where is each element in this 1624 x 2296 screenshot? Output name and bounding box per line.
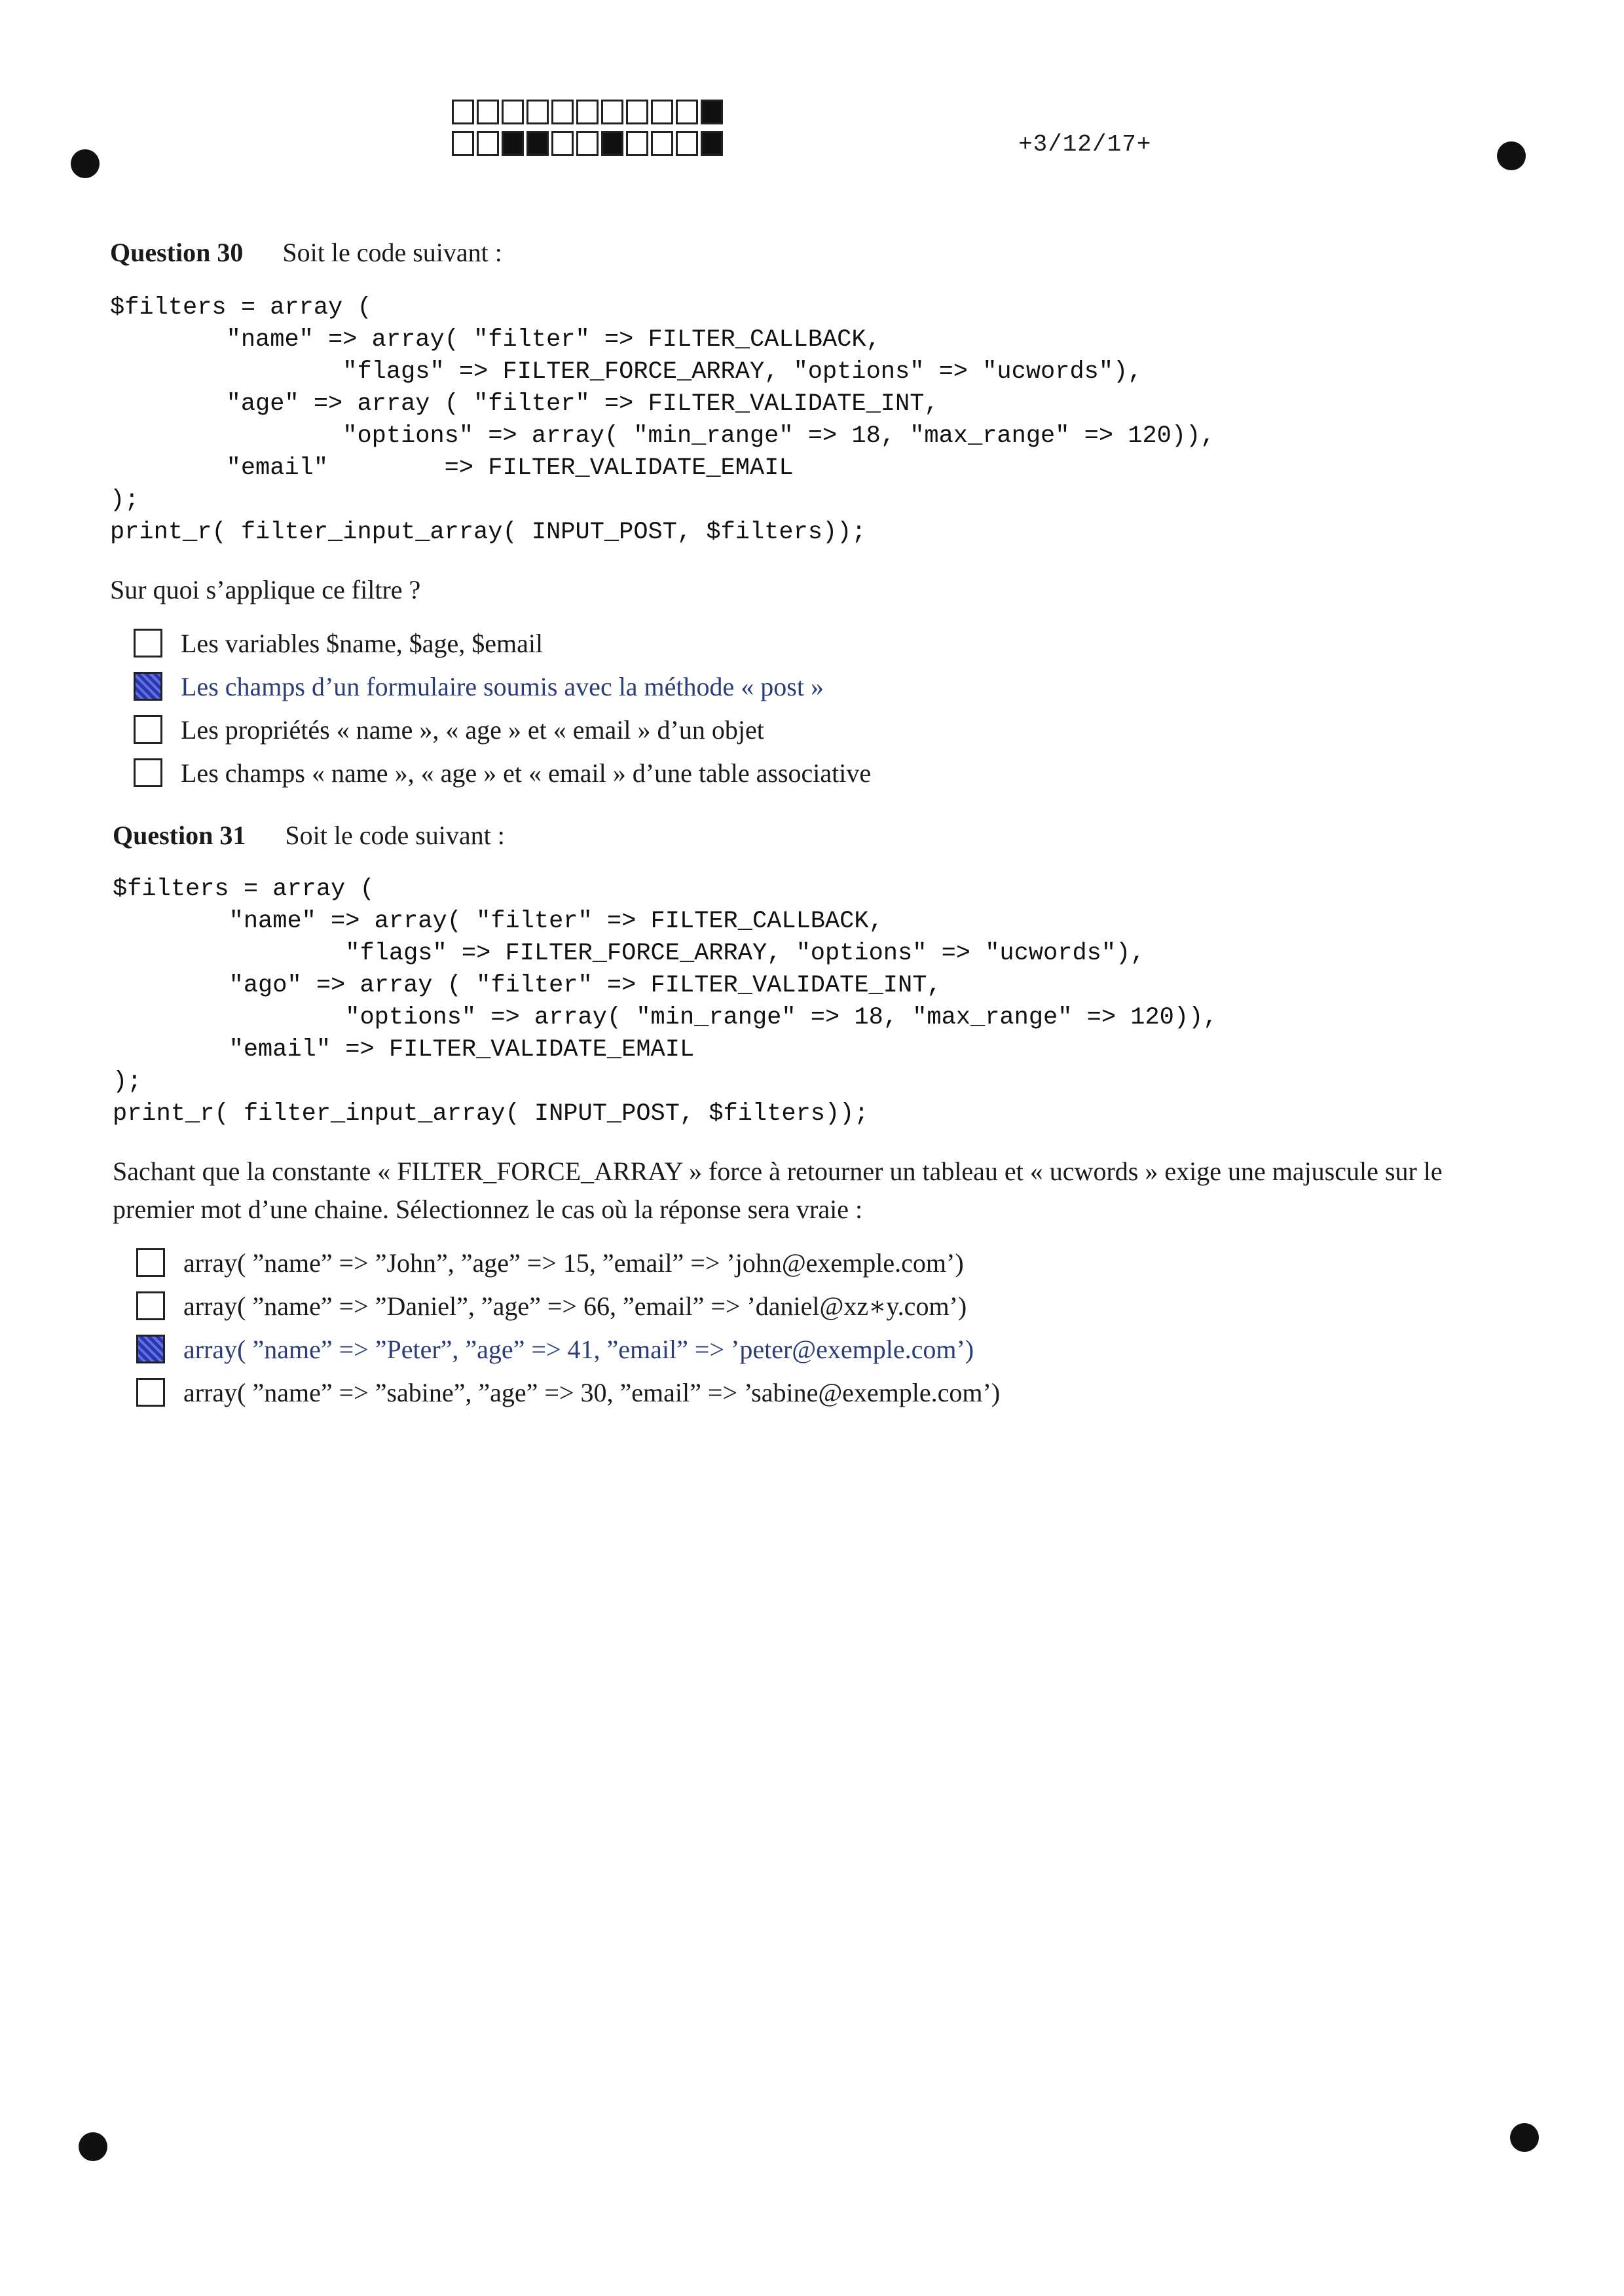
- barcode-cell: [626, 100, 648, 124]
- barcode-cell: [551, 131, 574, 156]
- barcode-cell: [477, 100, 499, 124]
- question-intro: Soit le code suivant :: [282, 238, 502, 267]
- choice-label: array( ”name” => ”sabine”, ”age” => 30, ”email” => ’sabine@exemple.com’): [183, 1377, 1001, 1407]
- barcode-cell: [601, 131, 623, 156]
- barcode-cell: [626, 131, 648, 156]
- barcode-cell: [526, 100, 549, 124]
- barcode-cell: [477, 131, 499, 156]
- choice-label: Les variables $name, $age, $email: [181, 628, 544, 658]
- checkbox[interactable]: [134, 629, 162, 657]
- registration-mark-top-right: [1497, 141, 1526, 170]
- checkbox[interactable]: [136, 1291, 165, 1320]
- barcode-cell: [676, 131, 698, 156]
- question-prompt: Sur quoi s’applique ce filtre ?: [110, 575, 421, 604]
- question-30-header: [110, 237, 502, 268]
- choice-label: Les champs « name », « age » et « email » d’une table associative: [181, 758, 872, 788]
- answer-choice[interactable]: [136, 1374, 1000, 1411]
- choice-label: Les champs d’un formulaire soumis avec la méthode « post »: [181, 671, 824, 701]
- checkbox[interactable]: [136, 1335, 165, 1363]
- answer-choice[interactable]: [134, 625, 543, 661]
- barcode-cell: [551, 100, 574, 124]
- answer-choice[interactable]: [136, 1287, 967, 1324]
- checkbox[interactable]: [136, 1248, 165, 1277]
- checkbox[interactable]: [134, 715, 162, 744]
- answer-choice[interactable]: [134, 668, 824, 705]
- question-prompt: Sachant que la constante « FILTER_FORCE_ARRAY » force à retourner un tableau et « ucwords » exige une majuscule sur le premier mot d’une chaine. Sélectionnez le cas où la réponse sera vraie :: [113, 1157, 1443, 1224]
- choice-label: array( ”name” => ”Peter”, ”age” => 41, ”email” => ’peter@exemple.com’): [183, 1334, 974, 1364]
- answer-choice[interactable]: [136, 1244, 964, 1281]
- answer-choice[interactable]: [136, 1331, 974, 1367]
- barcode-cell: [651, 100, 673, 124]
- code-block: $filters = array ( "name" => array( "filter" => FILTER_CALLBACK, "flags" => FILTER_FORCE_ARRAY, "options" => "ucwords"), "ago" => array ( "filter" => FILTER_VALIDATE_INT, "options" => array( "min_range" => 18, "max_range" => 120)), "email" => FILTER_VALIDATE_EMAIL ); print_r( filter_input_array( INPUT_POST, $filters));: [113, 876, 1218, 1128]
- registration-mark-bottom-right: [1510, 2123, 1539, 2152]
- question-31-header: [113, 820, 505, 851]
- barcode-cell: [452, 131, 474, 156]
- answer-choice[interactable]: [134, 711, 764, 748]
- choice-label: array( ”name” => ”Daniel”, ”age” => 66, ”email” => ’daniel@xz∗y.com’): [183, 1291, 967, 1321]
- barcode-cell: [452, 100, 474, 124]
- question-number: Question 31: [113, 821, 246, 850]
- barcode-cell: [701, 131, 723, 156]
- choice-label: array( ”name” => ”John”, ”age” => 15, ”email” => ’john@exemple.com’): [183, 1248, 964, 1278]
- barcode-row: [452, 100, 726, 124]
- barcode-cell: [526, 131, 549, 156]
- barcode-cell: [601, 100, 623, 124]
- question-intro: Soit le code suivant :: [285, 821, 505, 850]
- page-identifier: +3/12/17+: [1018, 131, 1152, 158]
- answer-choice[interactable]: [134, 754, 871, 791]
- barcode-cell: [701, 100, 723, 124]
- checkbox[interactable]: [134, 758, 162, 787]
- barcode-cell: [576, 131, 599, 156]
- question-number: Question 30: [110, 238, 244, 267]
- barcode-cell: [502, 100, 524, 124]
- barcode-cell: [676, 100, 698, 124]
- barcode-cell: [651, 131, 673, 156]
- registration-mark-top-left: [71, 149, 100, 178]
- checkbox[interactable]: [134, 672, 162, 701]
- barcode-cell: [576, 100, 599, 124]
- barcode-cell: [502, 131, 524, 156]
- choice-label: Les propriétés « name », « age » et « email » d’un objet: [181, 714, 764, 745]
- registration-mark-bottom-left: [79, 2132, 107, 2161]
- barcode-row: [452, 131, 726, 156]
- checkbox[interactable]: [136, 1378, 165, 1407]
- code-block: $filters = array ( "name" => array( "filter" => FILTER_CALLBACK, "flags" => FILTER_FORCE_ARRAY, "options" => "ucwords"), "age" => array ( "filter" => FILTER_VALIDATE_INT, "options" => array( "min_range" => 18, "max_range" => 120)), "email" => FILTER_VALIDATE_EMAIL ); print_r( filter_input_array( INPUT_POST, $filters));: [110, 294, 1215, 546]
